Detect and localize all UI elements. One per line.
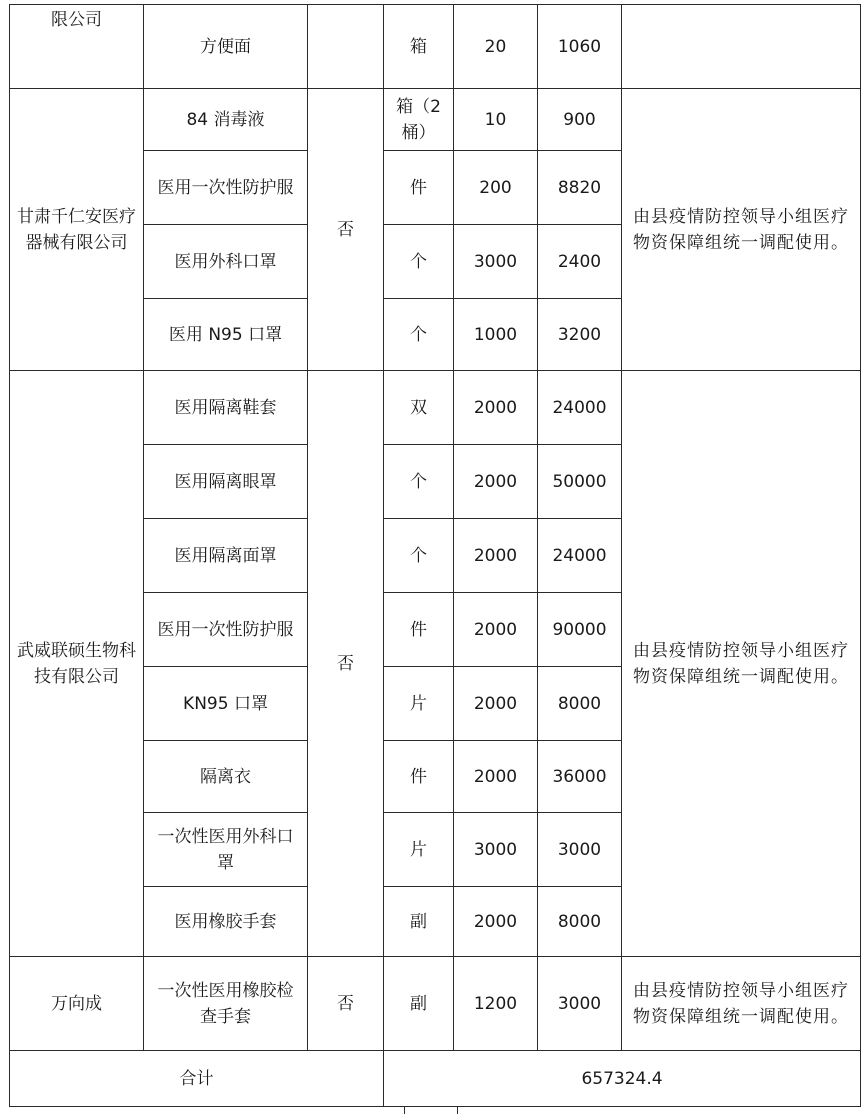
- flag-cell: 否: [308, 89, 384, 371]
- unit-cell: 双: [384, 371, 454, 445]
- quantity-cell: 3000: [454, 225, 538, 299]
- quantity-cell: 3000: [454, 813, 538, 887]
- quantity-cell: 1000: [454, 299, 538, 371]
- item-name-cell: 一次性医用橡胶检查手套: [144, 957, 308, 1051]
- quantity-cell: 20: [454, 5, 538, 89]
- item-name-cell: 医用隔离面罩: [144, 519, 308, 593]
- unit-cell: 个: [384, 519, 454, 593]
- amount-cell: 3000: [538, 813, 622, 887]
- table-row: [10, 371, 861, 445]
- item-name-cell: KN95 口罩: [144, 667, 308, 741]
- item-name-cell: 医用外科口罩: [144, 225, 308, 299]
- unit-cell: 个: [384, 299, 454, 371]
- amount-cell: 2400: [538, 225, 622, 299]
- item-name-cell: 方便面: [144, 5, 308, 89]
- supplier-cell: 限公司: [10, 5, 144, 89]
- supplier-cell: 武威联硕生物科技有限公司: [10, 371, 144, 957]
- unit-cell: 箱: [384, 5, 454, 89]
- item-name-cell: 医用一次性防护服: [144, 593, 308, 667]
- quantity-cell: 10: [454, 89, 538, 151]
- unit-cell: 片: [384, 667, 454, 741]
- supplier-cell: 万向成: [10, 957, 144, 1051]
- amount-cell: 8820: [538, 151, 622, 225]
- quantity-cell: 2000: [454, 445, 538, 519]
- quantity-cell: 1200: [454, 957, 538, 1051]
- quantity-cell: 2000: [454, 519, 538, 593]
- amount-cell: 50000: [538, 445, 622, 519]
- amount-cell: 900: [538, 89, 622, 151]
- quantity-cell: 2000: [454, 887, 538, 957]
- unit-cell: 片: [384, 813, 454, 887]
- flag-cell: 否: [308, 957, 384, 1051]
- amount-cell: 36000: [538, 741, 622, 813]
- amount-cell: 24000: [538, 519, 622, 593]
- note-cell: 由县疫情防控领导小组医疗物资保障组统一调配使用。: [622, 89, 861, 371]
- quantity-cell: 2000: [454, 371, 538, 445]
- table-row: [10, 89, 861, 151]
- amount-cell: 8000: [538, 667, 622, 741]
- total-value-cell: 657324.4: [384, 1051, 861, 1107]
- unit-cell: 箱（2桶）: [384, 89, 454, 151]
- procurement-table-sheet: [9, 4, 861, 1107]
- quantity-cell: 2000: [454, 741, 538, 813]
- unit-cell: 件: [384, 593, 454, 667]
- amount-cell: 8000: [538, 887, 622, 957]
- total-row: [10, 1051, 861, 1107]
- item-name-cell: 84 消毒液: [144, 89, 308, 151]
- flag-cell: 否: [308, 371, 384, 957]
- amount-cell: 90000: [538, 593, 622, 667]
- item-name-cell: 医用一次性防护服: [144, 151, 308, 225]
- amount-cell: 1060: [538, 5, 622, 89]
- item-name-cell: 医用 N95 口罩: [144, 299, 308, 371]
- item-name-cell: 医用橡胶手套: [144, 887, 308, 957]
- quantity-cell: 2000: [454, 667, 538, 741]
- table-row: [10, 5, 861, 89]
- item-name-cell: 医用隔离鞋套: [144, 371, 308, 445]
- table-body: [10, 5, 861, 1107]
- unit-cell: 件: [384, 151, 454, 225]
- total-label-cell: 合计: [10, 1051, 384, 1107]
- amount-cell: 24000: [538, 371, 622, 445]
- flag-cell: [308, 5, 384, 89]
- unit-cell: 件: [384, 741, 454, 813]
- table-row: [10, 957, 861, 1051]
- unit-cell: 个: [384, 445, 454, 519]
- supplies-table: [9, 4, 861, 1107]
- supplier-cell: 甘肃千仁安医疗器械有限公司: [10, 89, 144, 371]
- quantity-cell: 2000: [454, 593, 538, 667]
- unit-cell: 副: [384, 957, 454, 1051]
- unit-cell: 个: [384, 225, 454, 299]
- quantity-cell: 200: [454, 151, 538, 225]
- note-cell: 由县疫情防控领导小组医疗物资保障组统一调配使用。: [622, 371, 861, 957]
- note-cell: [622, 5, 861, 89]
- unit-cell: 副: [384, 887, 454, 957]
- item-name-cell: 医用隔离眼罩: [144, 445, 308, 519]
- item-name-cell: 一次性医用外科口罩: [144, 813, 308, 887]
- next-page-table-edge: [404, 1106, 458, 1114]
- amount-cell: 3000: [538, 957, 622, 1051]
- note-cell: 由县疫情防控领导小组医疗物资保障组统一调配使用。: [622, 957, 861, 1051]
- amount-cell: 3200: [538, 299, 622, 371]
- item-name-cell: 隔离衣: [144, 741, 308, 813]
